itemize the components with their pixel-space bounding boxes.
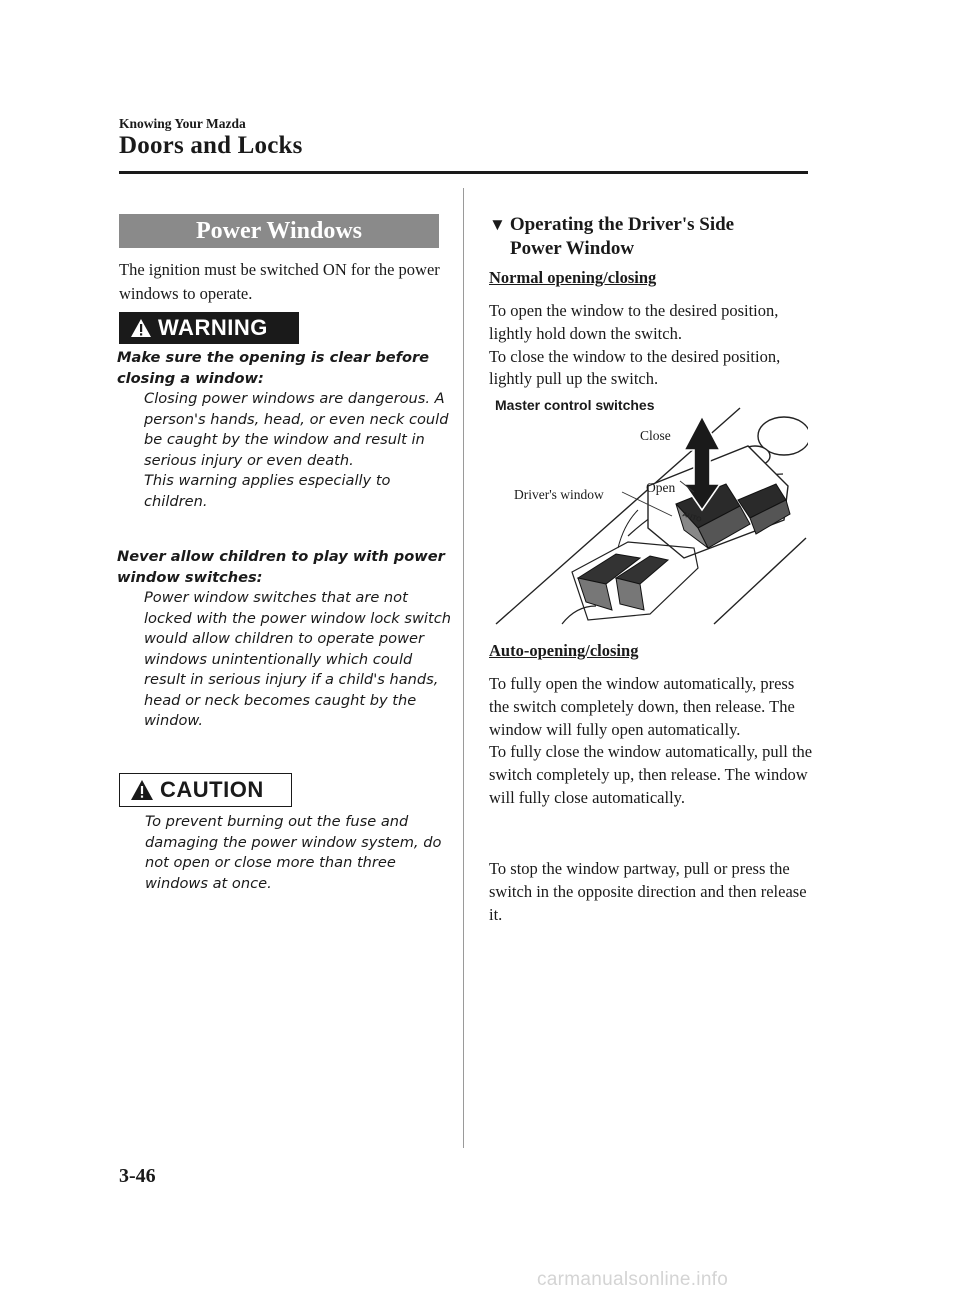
normal-text-close: To close the window to the desired position, lightly pull up the switch. <box>489 346 781 389</box>
subsection-heading-line-2: Power Window <box>510 238 635 259</box>
warning-item <box>117 547 457 732</box>
warning-body: Closing power windows are dangerous. A person's hands, head, or even neck could be caught by the window and result in serious injury or even death. <box>144 390 449 469</box>
column-divider <box>463 188 464 1148</box>
header-rule <box>119 171 808 174</box>
page-number: 3-46 <box>119 1165 156 1187</box>
warning-item <box>117 348 457 512</box>
subsection-heading <box>489 213 819 261</box>
normal-heading: Normal opening/closing <box>489 268 657 287</box>
caution-badge <box>119 773 292 807</box>
auto-marking: AUTO <box>681 511 703 524</box>
normal-text-open: To open the window to the desired position, lightly hold down the switch. <box>489 301 779 343</box>
warning-triangle-icon <box>130 779 154 801</box>
figure-label-open: Open <box>646 480 676 495</box>
section-title: Doors and Locks <box>119 132 303 159</box>
caution-label: CAUTION <box>160 777 264 802</box>
normal-paragraph <box>489 300 814 391</box>
stop-paragraph: To stop the window partway, pull or press the switch in the opposite direction and then release it. <box>489 859 807 924</box>
figure-label-drivers-window: Driver's window <box>514 487 604 502</box>
warning-lead: Make sure the opening is clear before closing a window: <box>117 349 430 387</box>
warning-body: Power window switches that are not locked with the power window lock switch would allow children to operate power windows unintentionally which could result in serious injury if a child's hands, head or neck becomes caught by the window. <box>144 589 451 729</box>
auto-paragraph <box>489 673 814 810</box>
warning-triangle-icon <box>130 318 152 338</box>
intro-paragraph: The ignition must be switched ON for the power windows to operate. <box>119 260 440 303</box>
auto-text-open: To fully open the window automatically, press the switch completely down, then release. The window will fully open automatically. <box>489 674 795 739</box>
subsection-heading-line-1: Operating the Driver's Side <box>509 214 735 235</box>
warning-lead: Never allow children to play with power window switches: <box>117 548 445 586</box>
figure-title: Master control switches <box>495 397 655 413</box>
topic-banner <box>119 214 439 248</box>
warning-body-2: This warning applies especially to children. <box>144 472 391 510</box>
topic-banner-label: Power Windows <box>195 217 363 244</box>
auto-heading: Auto-opening/closing <box>489 641 639 660</box>
triangle-marker-icon: ▼ <box>489 215 506 234</box>
caution-text: To prevent burning out the fuse and damaging the power window system, do not open or close more than three windows at once. <box>145 813 442 892</box>
chapter-title: Knowing Your Mazda <box>119 116 246 131</box>
figure-label-close: Close <box>640 428 671 443</box>
watermark: carmanualsonline.info <box>537 1269 729 1290</box>
warning-label: WARNING <box>158 315 268 340</box>
auto-text-close: To fully close the window automatically, pull the switch completely up, then release. The window will fully close automatically. <box>489 742 813 807</box>
switch-illustration <box>488 388 808 636</box>
warning-badge <box>119 312 299 344</box>
